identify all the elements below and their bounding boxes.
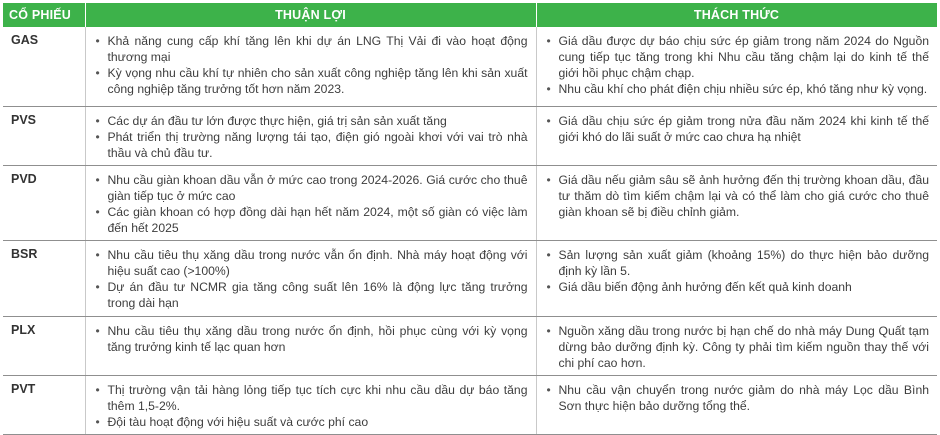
advantages-list bbox=[96, 172, 528, 236]
bullet-icon: • bbox=[95, 34, 100, 48]
bullet-icon: • bbox=[546, 382, 551, 397]
list-item bbox=[96, 382, 528, 414]
list-item-text: Nhu cầu khí cho phát điện chịu nhiều sức ép, khó tăng như kỳ vọng. bbox=[558, 82, 928, 96]
ticker-cell: PLX bbox=[3, 316, 85, 375]
challenges-cell bbox=[536, 316, 937, 375]
bullet-icon: • bbox=[95, 129, 100, 144]
advantages-cell bbox=[85, 27, 536, 106]
bullet-icon: • bbox=[546, 82, 551, 96]
advantages-list bbox=[96, 33, 528, 97]
ticker-cell: BSR bbox=[3, 240, 85, 316]
list-item-text: Nhu cầu giàn khoan dầu vẫn ở mức cao trong 2024-2026. Giá cước cho thuê giàn tiếp tục ở mức cao bbox=[107, 172, 528, 203]
list-item bbox=[547, 382, 930, 414]
bullet-icon: • bbox=[95, 323, 100, 338]
advantages-list bbox=[96, 113, 528, 161]
challenges-list bbox=[547, 33, 930, 97]
bullet-icon: • bbox=[546, 34, 551, 48]
table-row bbox=[3, 27, 937, 106]
list-item bbox=[96, 414, 528, 430]
table-row bbox=[3, 375, 937, 434]
bullet-icon: • bbox=[95, 113, 100, 128]
list-item-text: Nhu cầu tiêu thụ xăng dầu trong nước ổn định, hồi phục cùng với kỳ vọng tăng trưởng kinh tế lạc quan hơn bbox=[107, 323, 528, 354]
table-row bbox=[3, 106, 937, 165]
bullet-icon: • bbox=[95, 414, 100, 429]
bullet-icon: • bbox=[95, 247, 100, 262]
list-item-text: Nguồn xăng dầu trong nước bị hạn chế do nhà máy Dung Quất tạm dừng bảo dưỡng định kỳ. Công ty phải tìm kiếm nguồn thay thế với chi phí cao hơn. bbox=[558, 323, 929, 370]
challenges-cell bbox=[536, 27, 937, 106]
challenges-list bbox=[547, 247, 930, 295]
list-item bbox=[547, 172, 930, 220]
challenges-list bbox=[547, 172, 930, 220]
list-item-text: Các giàn khoan có hợp đồng dài hạn hết năm 2024, một số giàn có việc làm đến hết 2025 bbox=[107, 204, 528, 235]
list-item-text: Giá dầu biến động ảnh hưởng đến kết quả kinh doanh bbox=[558, 279, 852, 294]
list-item-text: Phát triển thị trường năng lượng tái tạo, điện gió ngoài khơi với vai trò nhà thầu và chủ đầu tư. bbox=[107, 129, 528, 160]
bullet-icon: • bbox=[95, 172, 100, 187]
bullet-icon: • bbox=[95, 66, 100, 80]
bullet-icon: • bbox=[546, 323, 551, 338]
bullet-icon: • bbox=[95, 382, 100, 397]
challenges-list bbox=[547, 382, 930, 414]
advantages-cell bbox=[85, 375, 536, 434]
stock-comparison-table bbox=[3, 3, 938, 435]
list-item bbox=[547, 113, 930, 145]
challenges-list bbox=[547, 113, 930, 145]
advantages-cell bbox=[85, 106, 536, 165]
list-item bbox=[96, 172, 528, 204]
header-challenges: THÁCH THỨC bbox=[536, 3, 937, 27]
table-body bbox=[3, 27, 937, 434]
list-item-text: Sản lượng sản xuất giảm (khoảng 15%) do thực hiện bảo dưỡng định kỳ lần 5. bbox=[558, 247, 929, 278]
list-item bbox=[96, 247, 528, 279]
challenges-cell bbox=[536, 106, 937, 165]
advantages-list bbox=[96, 247, 528, 311]
ticker-cell: PVS bbox=[3, 106, 85, 165]
list-item bbox=[547, 247, 930, 279]
list-item bbox=[547, 33, 930, 81]
bullet-icon: • bbox=[95, 204, 100, 219]
list-item-text: Các dự án đầu tư lớn được thực hiện, giá trị sản sản xuất tăng bbox=[107, 113, 447, 128]
list-item-text: Đội tàu hoạt động với hiệu suất và cước phí cao bbox=[107, 414, 369, 429]
list-item bbox=[547, 81, 930, 97]
bullet-icon: • bbox=[95, 279, 100, 294]
challenges-cell bbox=[536, 165, 937, 240]
header-advantages: THUẬN LỢI bbox=[85, 3, 536, 27]
advantages-cell bbox=[85, 316, 536, 375]
list-item bbox=[547, 279, 930, 295]
bullet-icon: • bbox=[546, 279, 551, 294]
list-item bbox=[96, 279, 528, 311]
list-item bbox=[96, 204, 528, 236]
list-item-text: Thị trường vận tải hàng lỏng tiếp tục tích cực khi nhu cầu dầu dự báo tăng thêm 1,5-2%. bbox=[107, 382, 528, 413]
list-item bbox=[96, 113, 528, 129]
ticker-cell: PVD bbox=[3, 165, 85, 240]
challenges-cell bbox=[536, 240, 937, 316]
list-item-text: Giá dầu chịu sức ép giảm trong nửa đầu năm 2024 khi kinh tế thế giới khó do lãi suất ở mức cao chưa hạ nhiệt bbox=[558, 113, 929, 144]
table-row bbox=[3, 165, 937, 240]
header-ticker: CỔ PHIẾU bbox=[3, 3, 85, 27]
table-row bbox=[3, 240, 937, 316]
bullet-icon: • bbox=[546, 172, 551, 187]
list-item-text: Khả năng cung cấp khí tăng lên khi dự án LNG Thị Vải đi vào hoạt động thương mại bbox=[107, 34, 528, 64]
challenges-cell bbox=[536, 375, 937, 434]
list-item bbox=[96, 65, 528, 97]
ticker-cell: PVT bbox=[3, 375, 85, 434]
table-header-row bbox=[3, 3, 937, 27]
list-item-text: Nhu cầu vận chuyển trong nước giảm do nhà máy Lọc dầu Bình Sơn thực hiện bảo dưỡng tổng thể. bbox=[558, 382, 929, 413]
list-item bbox=[547, 323, 930, 371]
challenges-list bbox=[547, 323, 930, 371]
list-item bbox=[96, 129, 528, 161]
bullet-icon: • bbox=[546, 113, 551, 128]
bullet-icon: • bbox=[546, 247, 551, 262]
ticker-cell: GAS bbox=[3, 27, 85, 106]
list-item-text: Giá dầu nếu giảm sâu sẽ ảnh hưởng đến thị trường khoan dầu, đầu tư thăm dò tìm kiếm chậm lại và có thể làm cho giá cước cho thuê giàn khoan sẽ bị điều chỉnh giảm. bbox=[558, 172, 929, 219]
advantages-list bbox=[96, 382, 528, 430]
list-item-text: Dự án đầu tư NCMR gia tăng công suất lên 16% là động lực tăng trưởng trong dài hạn bbox=[107, 279, 528, 310]
list-item bbox=[96, 323, 528, 355]
list-item bbox=[96, 33, 528, 65]
list-item-text: Nhu cầu tiêu thụ xăng dầu trong nước vẫn ổn định. Nhà máy hoạt động với hiệu suất cao (>100%) bbox=[107, 247, 528, 278]
advantages-cell bbox=[85, 240, 536, 316]
list-item-text: Kỳ vọng nhu cầu khí tự nhiên cho sản xuất công nghiệp tăng lên khi sản xuất công nghiệp tăng trưởng tốt hơn năm 2023. bbox=[107, 66, 528, 96]
advantages-list bbox=[96, 323, 528, 355]
advantages-cell bbox=[85, 165, 536, 240]
table-row bbox=[3, 316, 937, 375]
list-item-text: Giá dầu được dự báo chịu sức ép giảm trong năm 2024 do Nguồn cung tiếp tục tăng trong khi Nhu cầu tăng chậm lại do kinh tế thế giới hồi phục chậm chạp. bbox=[558, 34, 929, 80]
